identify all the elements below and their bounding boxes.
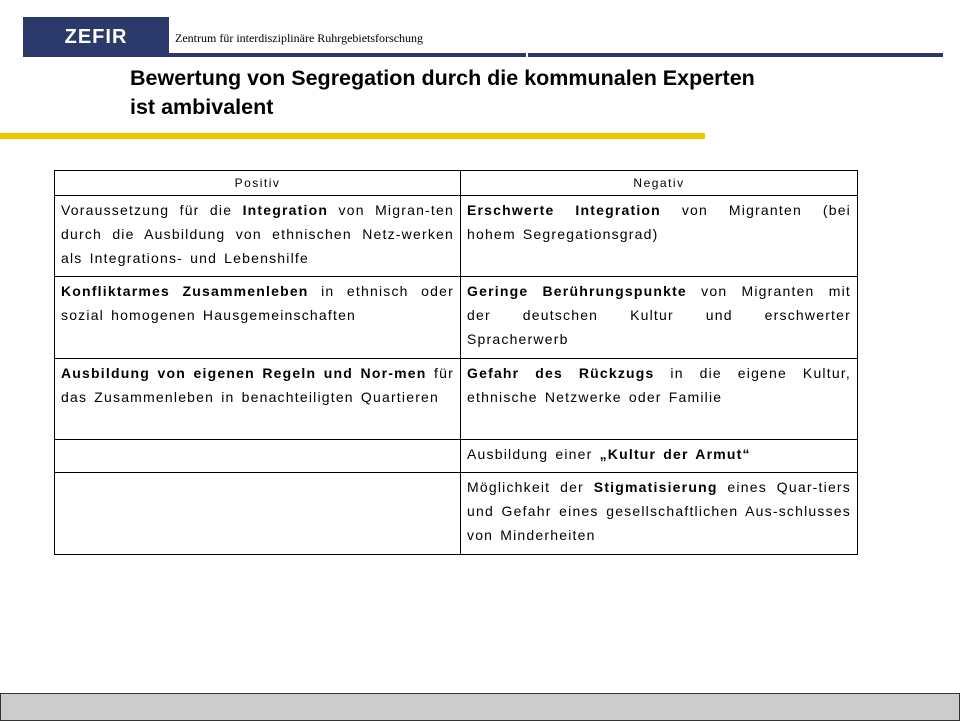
organization-name: Zentrum für interdisziplinäre Ruhrgebietsforschung xyxy=(175,31,424,45)
positive-cell: Voraussetzung für die Integration von Migran-ten durch die Ausbildung von ethnischen Netz-werken als Integrations- und Lebenshilfe xyxy=(55,196,461,277)
table-row xyxy=(55,277,858,359)
negative-cell: Geringe Berührungspunkte von Migranten mit der deutschen Kultur und erschwerter Spracherwerb xyxy=(461,277,858,359)
positive-cell xyxy=(55,440,461,473)
header-rule xyxy=(23,53,943,57)
negative-cell: Möglichkeit der Stigmatisierung eines Quar-tiers und Gefahr eines gesellschaftlichen Aus-schlusses von Minderheiten xyxy=(461,473,858,555)
logo-text: ZEFIR xyxy=(64,25,128,48)
table-row xyxy=(55,440,858,473)
table-row xyxy=(55,473,858,555)
slide-title xyxy=(130,64,930,122)
comparison-table xyxy=(54,170,858,555)
negative-cell: Erschwerte Integration von Migranten (bei hohem Segregationsgrad) xyxy=(461,196,858,277)
positive-cell: Ausbildung von eigenen Regeln und Nor-men für das Zusammenleben in benachteiligten Quartieren xyxy=(55,359,461,440)
table-row xyxy=(55,196,858,277)
table-row xyxy=(55,359,858,440)
title-underline xyxy=(0,133,705,139)
title-line-2: ist ambivalent xyxy=(130,95,274,119)
header-positive: Positiv xyxy=(55,171,461,196)
header-negative: Negativ xyxy=(461,171,858,196)
title-line-1: Bewertung von Segregation durch die kommunalen Experten xyxy=(130,66,755,90)
header-rule-gap xyxy=(526,53,528,57)
zefir-logo xyxy=(23,17,169,57)
negative-cell: Ausbildung einer „Kultur der Armut“ xyxy=(461,440,858,473)
footer-bar xyxy=(0,693,960,721)
positive-cell: Konfliktarmes Zusammenleben in ethnisch oder sozial homogenen Hausgemeinschaften xyxy=(55,277,461,359)
negative-cell: Gefahr des Rückzugs in die eigene Kultur, ethnische Netzwerke oder Familie xyxy=(461,359,858,440)
positive-cell xyxy=(55,473,461,555)
table-header-row xyxy=(55,171,858,196)
